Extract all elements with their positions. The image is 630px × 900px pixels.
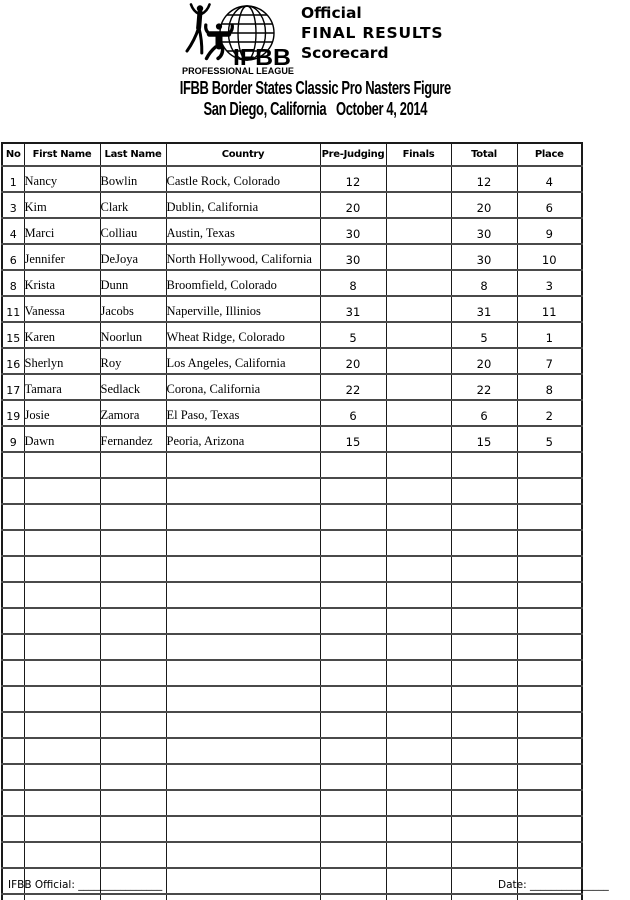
cell-country	[166, 478, 320, 504]
col-header-place: Place	[517, 143, 582, 166]
cell-place	[517, 790, 582, 816]
table-row	[2, 166, 582, 192]
cell-no: 11	[2, 296, 24, 322]
cell-first: Josie	[24, 400, 100, 426]
cell-last	[100, 790, 166, 816]
cell-pre: 5	[320, 322, 386, 348]
cell-country	[166, 764, 320, 790]
cell-total: 30	[451, 218, 517, 244]
cell-first	[24, 712, 100, 738]
col-header-last-name: Last Name	[100, 143, 166, 166]
cell-place	[517, 764, 582, 790]
cell-pre: 20	[320, 348, 386, 374]
table-row-empty	[2, 686, 582, 712]
table-row-empty	[2, 530, 582, 556]
cell-first: Krista	[24, 270, 100, 296]
cell-country	[166, 556, 320, 582]
cell-finals	[386, 374, 451, 400]
cell-first	[24, 790, 100, 816]
cell-country: El Paso, Texas	[166, 400, 320, 426]
cell-pre: 8	[320, 270, 386, 296]
table-row	[2, 348, 582, 374]
cell-first	[24, 816, 100, 842]
cell-first: Dawn	[24, 426, 100, 452]
cell-place: 9	[517, 218, 582, 244]
cell-finals	[386, 348, 451, 374]
table-row-empty	[2, 582, 582, 608]
logo-tagline: PROFESSIONAL LEAGUE	[182, 66, 294, 76]
cell-country	[166, 868, 320, 894]
cell-total	[451, 582, 517, 608]
cell-country	[166, 634, 320, 660]
cell-first	[24, 504, 100, 530]
cell-place: 5	[517, 426, 582, 452]
col-header-finals: Finals	[386, 143, 451, 166]
table-row-empty	[2, 504, 582, 530]
cell-last: Sedlack	[100, 374, 166, 400]
cell-finals	[386, 296, 451, 322]
cell-last: Roy	[100, 348, 166, 374]
cell-first	[24, 686, 100, 712]
cell-first: Nancy	[24, 166, 100, 192]
cell-pre: 30	[320, 244, 386, 270]
cell-place	[517, 816, 582, 842]
table-row	[2, 218, 582, 244]
cell-finals	[386, 634, 451, 660]
cell-first: Marci	[24, 218, 100, 244]
table-row-empty	[2, 764, 582, 790]
cell-place	[517, 738, 582, 764]
cell-place	[517, 608, 582, 634]
cell-first	[24, 452, 100, 478]
cell-last	[100, 738, 166, 764]
cell-finals	[386, 738, 451, 764]
table-row-empty	[2, 738, 582, 764]
cell-finals	[386, 270, 451, 296]
cell-finals	[386, 504, 451, 530]
cell-pre	[320, 738, 386, 764]
cell-first: Karen	[24, 322, 100, 348]
cell-place	[517, 660, 582, 686]
cell-total: 6	[451, 400, 517, 426]
cell-no: 3	[2, 192, 24, 218]
cell-total	[451, 608, 517, 634]
cell-no	[2, 686, 24, 712]
cell-pre: 30	[320, 218, 386, 244]
cell-total: 5	[451, 322, 517, 348]
cell-no	[2, 816, 24, 842]
masthead	[301, 3, 443, 63]
cell-last: Bowlin	[100, 166, 166, 192]
results-table	[1, 142, 583, 900]
cell-pre	[320, 868, 386, 894]
cell-pre	[320, 608, 386, 634]
cell-last	[100, 764, 166, 790]
logo-wordmark: IFBB	[233, 44, 291, 70]
cell-last: Dunn	[100, 270, 166, 296]
cell-last: Colliau	[100, 218, 166, 244]
cell-total	[451, 894, 517, 900]
cell-place	[517, 634, 582, 660]
masthead-final-results: FINAL RESULTS	[301, 24, 444, 42]
cell-last	[100, 504, 166, 530]
cell-no: 15	[2, 322, 24, 348]
col-header-country: Country	[166, 143, 320, 166]
cell-no	[2, 582, 24, 608]
cell-total: 8	[451, 270, 517, 296]
cell-country	[166, 816, 320, 842]
cell-finals	[386, 478, 451, 504]
table-row-empty	[2, 608, 582, 634]
table-row-empty	[2, 634, 582, 660]
cell-first	[24, 738, 100, 764]
event-location-date: San Diego, California October 4, 2014	[203, 99, 427, 119]
cell-last	[100, 556, 166, 582]
cell-total	[451, 790, 517, 816]
cell-total	[451, 686, 517, 712]
cell-pre: 6	[320, 400, 386, 426]
cell-no	[2, 790, 24, 816]
date-blank: _______________	[529, 879, 609, 891]
cell-last	[100, 660, 166, 686]
cell-pre	[320, 634, 386, 660]
cell-country: Corona, California	[166, 374, 320, 400]
cell-finals	[386, 166, 451, 192]
cell-first: Jennifer	[24, 244, 100, 270]
ifbb-logo	[166, 2, 298, 76]
cell-pre	[320, 842, 386, 868]
cell-no	[2, 842, 24, 868]
cell-finals	[386, 244, 451, 270]
table-row-empty	[2, 660, 582, 686]
cell-total: 15	[451, 426, 517, 452]
cell-last: Jacobs	[100, 296, 166, 322]
table-row	[2, 400, 582, 426]
table-row-empty	[2, 452, 582, 478]
cell-pre: 31	[320, 296, 386, 322]
cell-no: 4	[2, 218, 24, 244]
cell-first: Vanessa	[24, 296, 100, 322]
cell-pre	[320, 660, 386, 686]
cell-no	[2, 478, 24, 504]
cell-total	[451, 504, 517, 530]
cell-pre	[320, 686, 386, 712]
table-row	[2, 296, 582, 322]
results-table-body	[2, 166, 582, 900]
cell-place: 8	[517, 374, 582, 400]
cell-last	[100, 608, 166, 634]
cell-country	[166, 842, 320, 868]
cell-place	[517, 452, 582, 478]
cell-place	[517, 504, 582, 530]
cell-country	[166, 712, 320, 738]
cell-country: Austin, Texas	[166, 218, 320, 244]
cell-finals	[386, 790, 451, 816]
cell-finals	[386, 894, 451, 900]
cell-no: 1	[2, 166, 24, 192]
cell-place: 10	[517, 244, 582, 270]
cell-pre	[320, 764, 386, 790]
cell-no	[2, 608, 24, 634]
cell-last	[100, 582, 166, 608]
table-row-empty	[2, 816, 582, 842]
cell-country: Peoria, Arizona	[166, 426, 320, 452]
cell-country: Dublin, California	[166, 192, 320, 218]
cell-place	[517, 842, 582, 868]
cell-country	[166, 738, 320, 764]
cell-total: 20	[451, 192, 517, 218]
cell-place	[517, 686, 582, 712]
cell-first	[24, 608, 100, 634]
cell-no	[2, 556, 24, 582]
cell-finals	[386, 660, 451, 686]
cell-country: North Hollywood, California	[166, 244, 320, 270]
cell-place: 7	[517, 348, 582, 374]
cell-finals	[386, 712, 451, 738]
footer-date	[498, 879, 609, 891]
cell-finals	[386, 192, 451, 218]
cell-total: 31	[451, 296, 517, 322]
cell-first: Sherlyn	[24, 348, 100, 374]
cell-country	[166, 504, 320, 530]
cell-total	[451, 478, 517, 504]
cell-finals	[386, 608, 451, 634]
cell-first	[24, 556, 100, 582]
cell-last: Clark	[100, 192, 166, 218]
cell-pre	[320, 478, 386, 504]
cell-last: DeJoya	[100, 244, 166, 270]
cell-pre: 15	[320, 426, 386, 452]
cell-place	[517, 582, 582, 608]
cell-first	[24, 764, 100, 790]
cell-first	[24, 894, 100, 900]
cell-pre: 12	[320, 166, 386, 192]
cell-finals	[386, 218, 451, 244]
table-row-empty	[2, 894, 582, 900]
cell-first: Tamara	[24, 374, 100, 400]
cell-finals	[386, 842, 451, 868]
cell-country	[166, 608, 320, 634]
cell-first: Kim	[24, 192, 100, 218]
cell-last: Zamora	[100, 400, 166, 426]
cell-first	[24, 842, 100, 868]
cell-finals	[386, 530, 451, 556]
cell-total	[451, 452, 517, 478]
official-blank: ________________	[78, 879, 163, 891]
cell-last	[100, 478, 166, 504]
cell-last	[100, 530, 166, 556]
cell-first	[24, 634, 100, 660]
cell-last	[100, 452, 166, 478]
cell-place: 1	[517, 322, 582, 348]
cell-no	[2, 452, 24, 478]
cell-last	[100, 816, 166, 842]
cell-country: Naperville, Illinios	[166, 296, 320, 322]
cell-no	[2, 504, 24, 530]
cell-place: 2	[517, 400, 582, 426]
cell-last	[100, 712, 166, 738]
cell-place	[517, 478, 582, 504]
cell-pre: 20	[320, 192, 386, 218]
cell-pre	[320, 504, 386, 530]
cell-place	[517, 556, 582, 582]
cell-last: Noorlun	[100, 322, 166, 348]
cell-total	[451, 816, 517, 842]
col-header-no: No	[2, 143, 24, 166]
date-label: Date:	[498, 879, 527, 891]
cell-no	[2, 894, 24, 900]
cell-no	[2, 764, 24, 790]
cell-first	[24, 478, 100, 504]
cell-place	[517, 712, 582, 738]
cell-pre	[320, 452, 386, 478]
cell-finals	[386, 686, 451, 712]
cell-pre	[320, 556, 386, 582]
cell-total: 22	[451, 374, 517, 400]
cell-place: 6	[517, 192, 582, 218]
table-row	[2, 244, 582, 270]
event-title-block	[0, 79, 630, 120]
cell-total: 20	[451, 348, 517, 374]
cell-total	[451, 530, 517, 556]
table-row-empty	[2, 556, 582, 582]
table-header-row	[2, 143, 582, 166]
table-row-empty	[2, 478, 582, 504]
table-row	[2, 322, 582, 348]
cell-country	[166, 790, 320, 816]
cell-total	[451, 712, 517, 738]
cell-place: 3	[517, 270, 582, 296]
cell-first	[24, 660, 100, 686]
cell-country	[166, 686, 320, 712]
cell-pre	[320, 816, 386, 842]
cell-country: Los Angeles, California	[166, 348, 320, 374]
table-row	[2, 270, 582, 296]
cell-no	[2, 634, 24, 660]
cell-first	[24, 530, 100, 556]
cell-pre	[320, 530, 386, 556]
table-row-empty	[2, 790, 582, 816]
masthead-official: Official	[301, 4, 362, 22]
cell-total	[451, 738, 517, 764]
cell-last	[100, 842, 166, 868]
col-header-pre-judging: Pre-Judging	[320, 143, 386, 166]
cell-finals	[386, 582, 451, 608]
official-label: IFBB Official:	[8, 879, 75, 891]
table-row	[2, 426, 582, 452]
cell-pre	[320, 790, 386, 816]
col-header-first-name: First Name	[24, 143, 100, 166]
cell-country	[166, 452, 320, 478]
cell-no: 16	[2, 348, 24, 374]
cell-place	[517, 894, 582, 900]
cell-finals	[386, 322, 451, 348]
table-row	[2, 374, 582, 400]
cell-place	[517, 530, 582, 556]
cell-total: 30	[451, 244, 517, 270]
cell-last: Fernandez	[100, 426, 166, 452]
cell-country: Wheat Ridge, Colorado	[166, 322, 320, 348]
masthead-scorecard: Scorecard	[301, 44, 389, 62]
cell-last	[100, 894, 166, 900]
cell-no: 19	[2, 400, 24, 426]
cell-total	[451, 660, 517, 686]
cell-no	[2, 738, 24, 764]
cell-last	[100, 634, 166, 660]
cell-country: Broomfield, Colorado	[166, 270, 320, 296]
cell-first	[24, 582, 100, 608]
cell-total	[451, 556, 517, 582]
cell-finals	[386, 426, 451, 452]
cell-total	[451, 842, 517, 868]
cell-finals	[386, 452, 451, 478]
cell-country	[166, 582, 320, 608]
cell-finals	[386, 816, 451, 842]
cell-last	[100, 686, 166, 712]
cell-country	[166, 660, 320, 686]
cell-finals	[386, 556, 451, 582]
cell-pre	[320, 582, 386, 608]
cell-pre	[320, 712, 386, 738]
cell-country: Castle Rock, Colorado	[166, 166, 320, 192]
table-row	[2, 192, 582, 218]
event-title: IFBB Border States Classic Pro Nasters Figure	[179, 78, 451, 98]
footer-official	[8, 879, 162, 891]
cell-place: 4	[517, 166, 582, 192]
col-header-total: Total	[451, 143, 517, 166]
cell-total	[451, 764, 517, 790]
cell-no: 17	[2, 374, 24, 400]
cell-no	[2, 530, 24, 556]
cell-no: 9	[2, 426, 24, 452]
cell-no: 8	[2, 270, 24, 296]
cell-finals	[386, 764, 451, 790]
cell-total: 12	[451, 166, 517, 192]
cell-pre	[320, 894, 386, 900]
cell-country	[166, 530, 320, 556]
results-table-wrap	[1, 142, 583, 900]
cell-no	[2, 660, 24, 686]
cell-total	[451, 634, 517, 660]
cell-country	[166, 894, 320, 900]
table-row-empty	[2, 712, 582, 738]
table-row-empty	[2, 842, 582, 868]
cell-pre: 22	[320, 374, 386, 400]
cell-finals	[386, 868, 451, 894]
cell-no	[2, 712, 24, 738]
cell-finals	[386, 400, 451, 426]
cell-no: 6	[2, 244, 24, 270]
cell-place: 11	[517, 296, 582, 322]
